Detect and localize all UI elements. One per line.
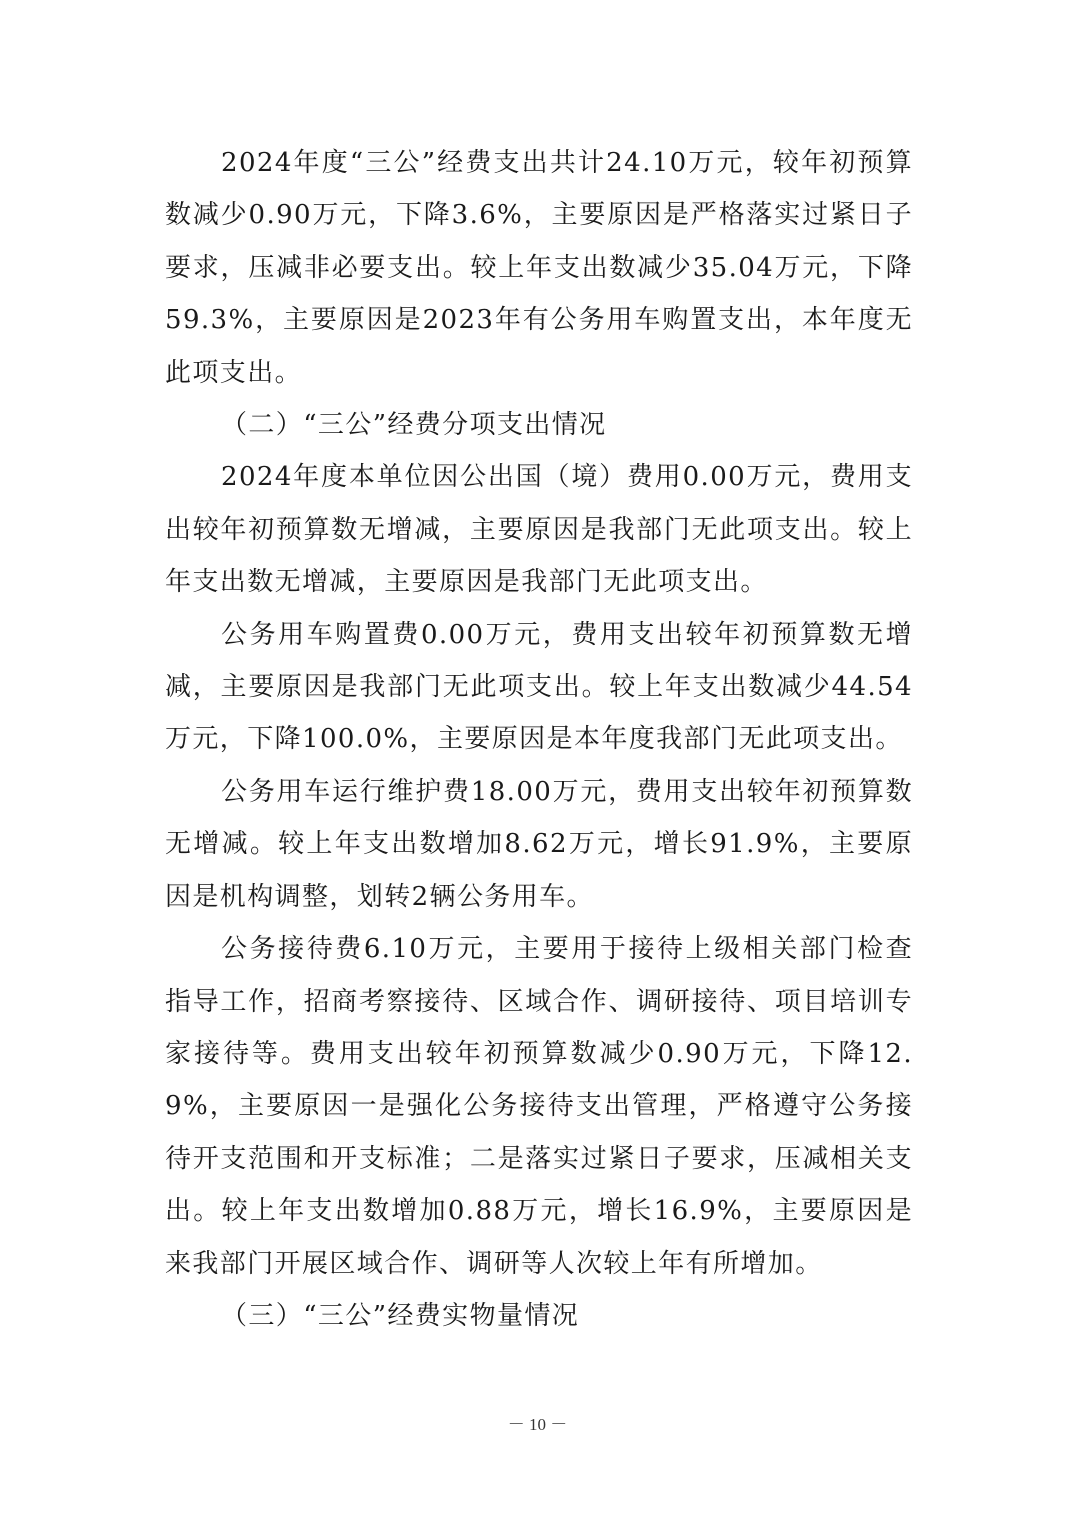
paragraph-total-expense: 2024年度“三公”经费支出共计24.10万元，较年初预算数减少0.90万元，下降3.6%，主要原因是严格落实过紧日子要求，压减非必要支出。较上年支出数减少35.04万元，下降59.3%，主要原因是2023年有公务用车购置支出，本年度无此项支出。 bbox=[165, 148, 913, 388]
document-body bbox=[165, 137, 913, 1342]
paragraph-official-reception: 公务接待费6.10万元，主要用于接待上级相关部门检查指导工作，招商考察接待、区域合作、调研接待、项目培训专家接待等。费用支出较年初预算数减少0.90万元，下降12.9%，主要原因一是强化公务接待支出管理，严格遵守公务接待开支范围和开支标准；二是落实过紧日子要求，压减相关支出。较上年支出数增加0.88万元，增长16.9%，主要原因是来我部门开展区域合作、调研等人次较上年有所增加。 bbox=[165, 934, 913, 1279]
paragraph-vehicle-purchase: 公务用车购置费0.00万元，费用支出较年初预算数无增减，主要原因是我部门无此项支出。较上年支出数减少44.54万元，下降100.0%，主要原因是本年度我部门无此项支出。 bbox=[165, 619, 913, 755]
section-heading-physical-quantity: （三）“三公”经费实物量情况 bbox=[221, 1300, 580, 1331]
page-number: － 10 － bbox=[507, 1415, 568, 1434]
paragraph-vehicle-maintenance: 公务用车运行维护费18.00万元，费用支出较年初预算数无增减。较上年支出数增加8.62万元，增长91.9%，主要原因是机构调整，划转2辆公务用车。 bbox=[165, 776, 913, 912]
paragraph-overseas-travel: 2024年度本单位因公出国（境）费用0.00万元，费用支出较年初预算数无增减，主要原因是我部门无此项支出。较上年支出数无增减，主要原因是我部门无此项支出。 bbox=[165, 462, 913, 598]
section-heading-itemized-expense: （二）“三公”经费分项支出情况 bbox=[221, 410, 607, 441]
